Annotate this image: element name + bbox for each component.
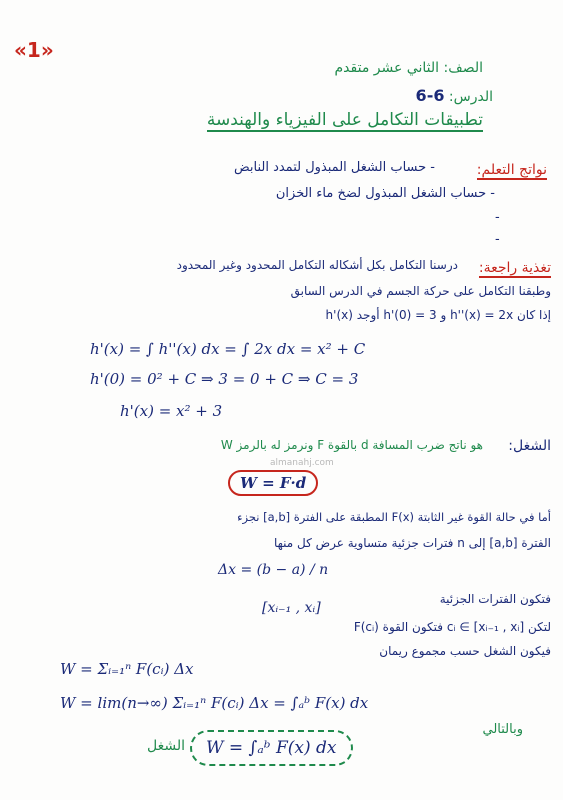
riemann-line-4: لتكن cᵢ ∈ [xᵢ₋₁ , xᵢ] فتكون القوة F(cᵢ) <box>353 620 551 634</box>
feedback-line-2: وطبقنا التكامل على حركة الجسم في الدرس السابق <box>290 284 551 298</box>
work-label: الشغل: <box>508 438 551 454</box>
outcome-text-2: حساب الشغل المبذول لضخ ماء الخزان <box>275 186 487 201</box>
solution-eq-3: h'(x) = x² + 3 <box>120 402 223 420</box>
feedback-line-1: درسنا التكامل بكل أشكاله التكامل المحدود وغير المحدود <box>176 258 458 272</box>
riemann-line-5: فيكون الشغل حسب مجموع ريمان <box>379 644 551 658</box>
outcomes-label: نواتج التعلم: <box>476 162 547 178</box>
dx-formula: Δx = (b − a) / n <box>218 562 329 578</box>
riemann-line-3: فتكون الفترات الجزئية <box>439 592 551 606</box>
outcome-bullet-4: - <box>495 232 500 247</box>
riemann-line-2: الفترة [a,b] إلى n فترات جزئية متساوية عرض كل منها <box>273 536 551 550</box>
limit-formula: W = lim(n→∞) Σᵢ₌₁ⁿ F(cᵢ) Δx = ∫ₐᵇ F(x) dx <box>60 694 369 712</box>
outcome-item-1: - حساب الشغل المبذول لتمدد النابض <box>233 160 435 175</box>
lesson-line <box>416 86 493 105</box>
solution-eq-2: h'(0) = 0² + C ⇒ 3 = 0 + C ⇒ C = 3 <box>90 370 359 388</box>
conclusion-label: وبالتالي <box>482 722 523 737</box>
subinterval: [xᵢ₋₁ , xᵢ] <box>262 600 321 616</box>
grade-label: الصف: <box>443 60 483 76</box>
grade-line <box>335 60 483 76</box>
riemann-line-1: أما في حالة القوة غير الثابتة F(x) المطبقة على الفترة [a,b] نجزء <box>237 510 551 524</box>
feedback-label: تغذية راجعة: <box>478 260 551 276</box>
outcome-text-1: حساب الشغل المبذول لتمدد النابض <box>233 160 427 175</box>
work-formula: W = F·d <box>228 470 318 496</box>
watermark: almanahj.com <box>270 458 334 468</box>
lesson-label: الدرس: <box>448 89 493 105</box>
final-formula: W = ∫ₐᵇ F(x) dx <box>190 730 353 766</box>
grade-value: الثاني عشر متقدم <box>334 60 440 76</box>
final-work-label: الشغل <box>146 738 185 754</box>
sum-formula: W = Σᵢ₌₁ⁿ F(cᵢ) Δx <box>60 660 194 678</box>
outcome-item-2: - حساب الشغل المبذول لضخ ماء الخزان <box>275 186 495 201</box>
lesson-title: تطبيقات التكامل على الفيزياء والهندسة <box>206 110 483 130</box>
lesson-number: 6-6 <box>415 86 445 105</box>
page-number: «1» <box>14 38 54 62</box>
feedback-line-3: إذا كان h''(x) = 2x و h'(0) = 3 أوجد h'(x) <box>325 308 551 322</box>
outcome-bullet-3: - <box>495 210 500 225</box>
work-definition: هو ناتج ضرب المسافة d بالقوة F ونرمز له بالرمز W <box>220 438 483 452</box>
solution-eq-1: h'(x) = ∫ h''(x) dx = ∫ 2x dx = x² + C <box>90 340 366 358</box>
